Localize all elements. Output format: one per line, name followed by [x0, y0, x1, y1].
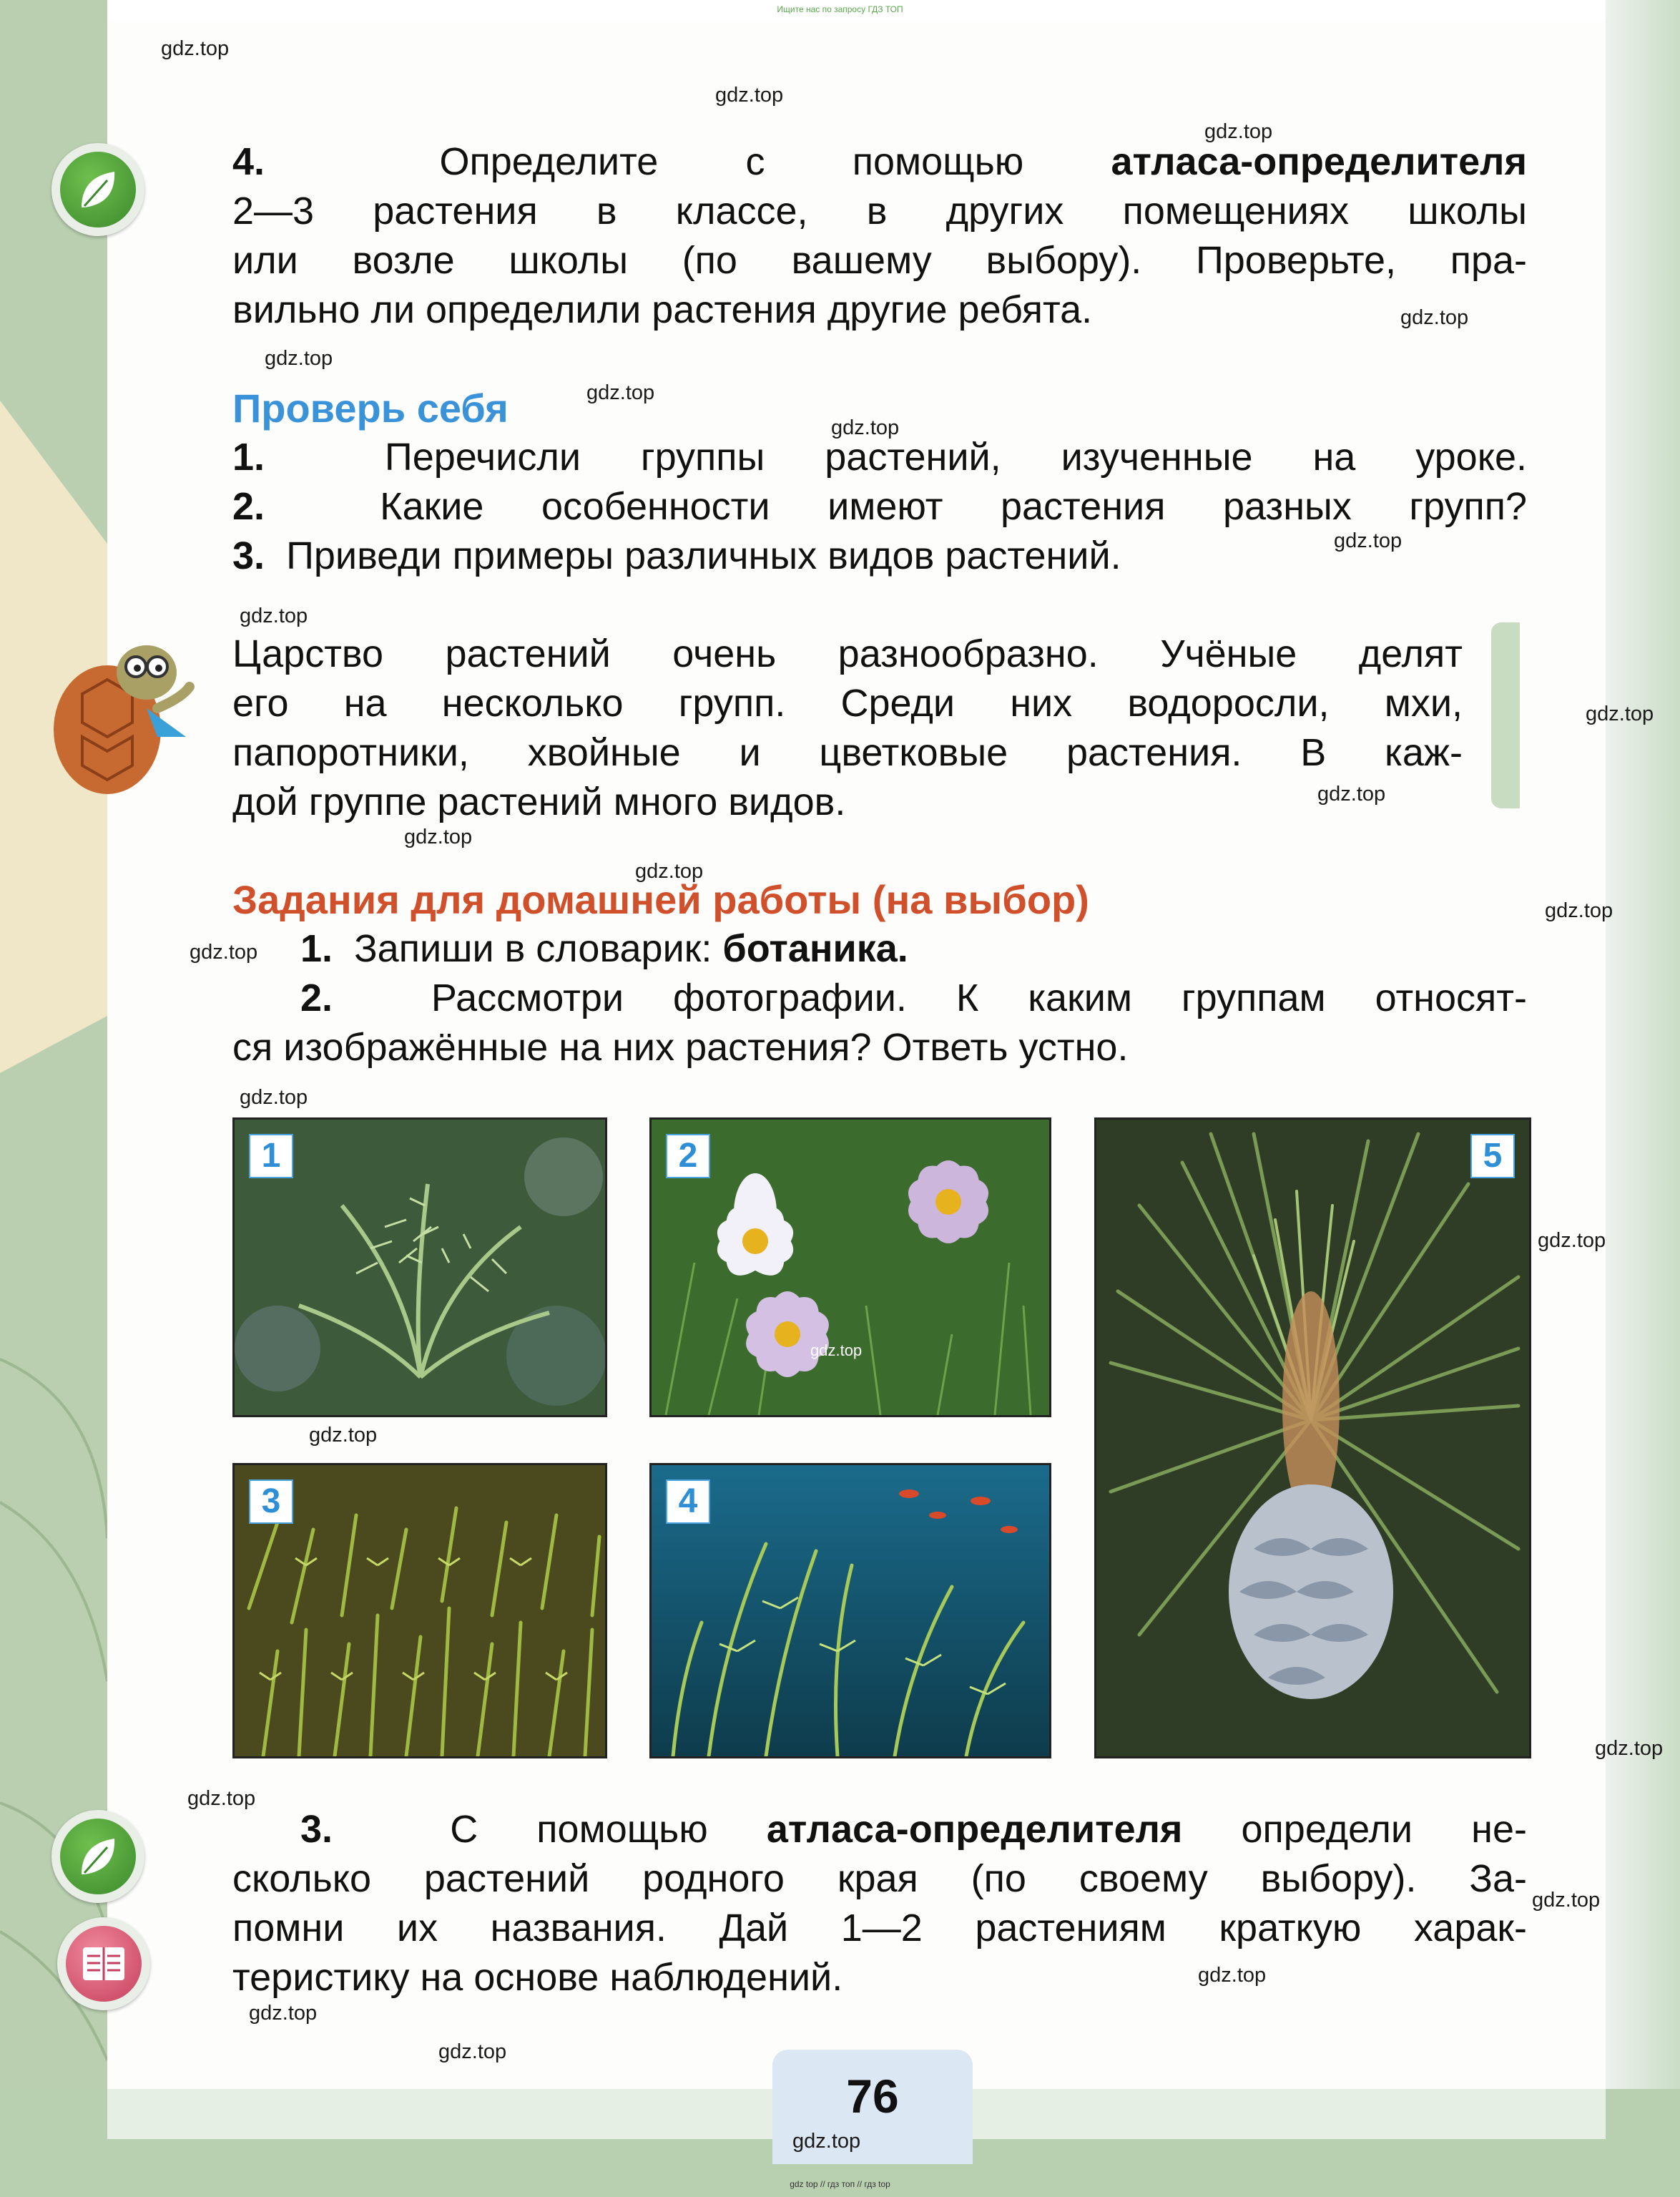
watermark: gdz.top	[1595, 1737, 1664, 1760]
homework-item-number: 2.	[300, 977, 333, 1019]
photo-cosmos-flowers	[649, 1117, 1051, 1417]
photo-number: 3	[249, 1479, 293, 1524]
task-4-line-1	[232, 137, 1527, 187]
photo-number: 2	[666, 1134, 710, 1178]
watermark: gdz.top	[161, 37, 230, 60]
homework-title: Задания для домашней работы (на выбор)	[232, 877, 1089, 922]
task-4-line-4: вильно ли определили растения другие ребята.	[232, 288, 1093, 331]
watermark: gdz.top	[1532, 1889, 1601, 1912]
watermark: gdz.top	[1334, 529, 1403, 552]
watermark: gdz.top	[792, 2130, 861, 2153]
atlas-term: атласа-определителя	[1111, 140, 1527, 183]
photo-algae	[649, 1463, 1051, 1758]
task-4-text: Определите с помощью	[439, 140, 1024, 183]
check-item-text: Перечисли группы растений, изученные на уроке.	[384, 436, 1527, 479]
photo-number: 1	[249, 1134, 293, 1178]
check-item-2	[232, 482, 1527, 532]
watermark: gdz.top	[1198, 1964, 1267, 1987]
watermark: gdz.top	[831, 416, 900, 439]
photo-moss	[232, 1463, 607, 1758]
photo-number: 4	[666, 1479, 710, 1524]
watermark: gdz.top	[1204, 120, 1273, 143]
homework-item-text: Рассмотри фотографии. К каким группам относят-	[431, 977, 1527, 1019]
homework-item-text: определи не-	[1241, 1808, 1528, 1851]
homework-item-3-line-3: помни их названия. Дай 1—2 растениям краткую харак-	[232, 1907, 1527, 1949]
check-item-text: Приведи примеры различных видов растений.	[286, 534, 1121, 577]
right-page-tab	[1491, 622, 1520, 808]
watermark: gdz.top	[1586, 703, 1654, 725]
homework-item-2-line-2: ся изображённые на них растения? Ответь устно.	[232, 1026, 1129, 1069]
watermark: gdz.top	[1538, 1229, 1606, 1252]
watermark: gdz.top	[810, 1341, 863, 1359]
page-number: 76	[772, 2050, 973, 2164]
check-item-number: 3.	[232, 534, 265, 577]
homework-item-1	[300, 924, 1527, 974]
check-yourself-title: Проверь себя	[232, 386, 509, 431]
homework-item-3-line-1	[300, 1805, 1527, 1854]
check-item-1	[232, 433, 1527, 482]
watermark: gdz.top	[586, 381, 655, 404]
summary-line-3: папоротники, хвойные и цветковые растения. В каж-	[232, 731, 1463, 774]
botany-term: ботаника.	[722, 927, 908, 970]
homework-item-number: 1.	[300, 927, 333, 970]
right-decorative-strip	[1606, 0, 1680, 2197]
photo-number: 5	[1470, 1134, 1515, 1178]
leaf-icon	[51, 143, 144, 236]
watermark: gdz.top	[265, 347, 333, 370]
task-4-line-2: 2—3 растения в классе, в других помещениях школы	[232, 190, 1527, 233]
check-item-number: 2.	[232, 485, 265, 528]
watermark: gdz.top	[187, 1787, 256, 1810]
homework-item-number: 3.	[300, 1808, 333, 1851]
turtle-mascot	[39, 630, 197, 801]
leaf-icon	[51, 1810, 144, 1903]
homework-item-text: Запиши в словарик:	[354, 927, 712, 970]
summary-line-4: дой группе растений много видов.	[232, 781, 846, 823]
atlas-term: атласа-определителя	[766, 1808, 1183, 1851]
photo-pine-cone	[1094, 1117, 1531, 1758]
watermark: gdz.top	[190, 941, 258, 964]
check-item-text: Какие особенности имеют растения разных групп?	[380, 485, 1527, 528]
watermark: gdz.top	[1545, 899, 1613, 922]
watermark: gdz.top	[635, 860, 704, 883]
summary-line-2: его на несколько групп. Среди них водоросли, мхи,	[232, 682, 1463, 725]
watermark: gdz.top	[240, 605, 308, 627]
watermark: gdz.top	[404, 826, 473, 848]
homework-item-2-line-1	[300, 974, 1527, 1023]
photo-fern	[232, 1117, 607, 1417]
watermark: gdz.top	[1317, 783, 1386, 806]
task-4-line-3: или возле школы (по вашему выбору). Проверьте, пра-	[232, 239, 1527, 282]
homework-item-text: С помощью	[450, 1808, 708, 1851]
check-item-3	[232, 532, 1527, 581]
check-item-number: 1.	[232, 436, 265, 479]
watermark: gdz.top	[309, 1424, 378, 1447]
watermark: gdz.top	[1400, 306, 1469, 329]
watermark: gdz.top	[240, 1086, 308, 1109]
watermark: gdz.top	[715, 84, 784, 107]
watermark: gdz.top	[249, 2002, 318, 2025]
summary-line-1: Царство растений очень разнообразно. Учёные делят	[232, 632, 1463, 675]
watermark: gdz.top	[438, 2040, 507, 2063]
footer-note: gdz top // гдз топ // гдз top	[790, 2179, 890, 2189]
homework-item-3-line-2: сколько растений родного края (по своему выбору). За-	[232, 1857, 1527, 1900]
task-4-number: 4.	[232, 140, 265, 183]
header-note: Ищите нас по запросу ГДЗ ТОП	[777, 4, 903, 14]
homework-item-3-line-4: теристику на основе наблюдений.	[232, 1956, 843, 1999]
book-icon	[57, 1917, 150, 2010]
